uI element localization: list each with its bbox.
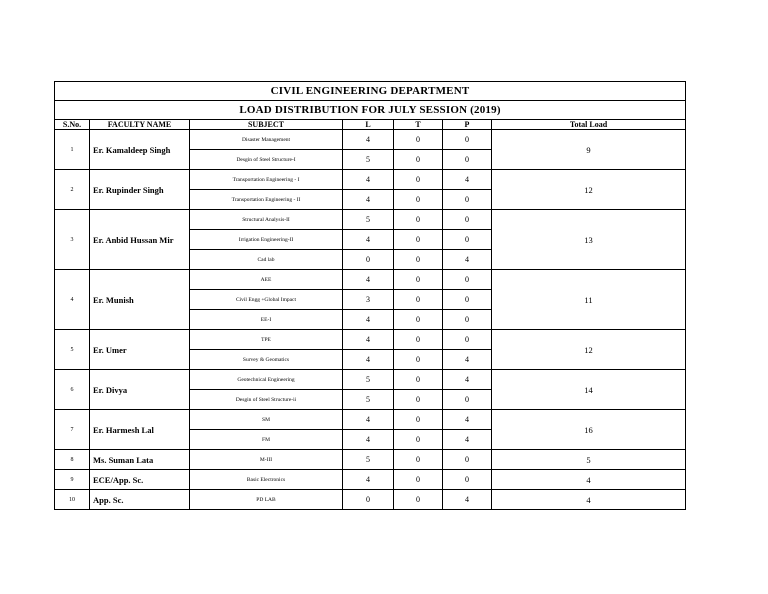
subject-cell: TPE: [190, 330, 343, 350]
lecture-hours-cell: 4: [343, 170, 394, 190]
lecture-hours-cell: 4: [343, 270, 394, 290]
faculty-name-cell: Er. Umer: [90, 330, 190, 370]
practical-hours-cell: 0: [443, 270, 492, 290]
practical-hours-cell: 0: [443, 330, 492, 350]
tutorial-hours-cell: 0: [394, 390, 443, 410]
tutorial-hours-cell: 0: [394, 490, 443, 510]
lecture-hours-cell: 4: [343, 130, 394, 150]
tutorial-hours-cell: 0: [394, 470, 443, 490]
serial-number-cell: 4: [55, 270, 90, 330]
total-load-cell: 4: [492, 490, 686, 510]
serial-number-cell: 2: [55, 170, 90, 210]
practical-hours-cell: 0: [443, 190, 492, 210]
header-p: P: [443, 120, 492, 130]
tutorial-hours-cell: 0: [394, 170, 443, 190]
subject-cell: Basic Electronics: [190, 470, 343, 490]
tutorial-hours-cell: 0: [394, 270, 443, 290]
lecture-hours-cell: 0: [343, 490, 394, 510]
tutorial-hours-cell: 0: [394, 130, 443, 150]
faculty-name-cell: Er. Harmesh Lal: [90, 410, 190, 450]
total-load-cell: 14: [492, 370, 686, 410]
faculty-name-cell: Er. Rupinder Singh: [90, 170, 190, 210]
table-row: [55, 210, 686, 230]
table-row: [55, 370, 686, 390]
total-load-cell: 11: [492, 270, 686, 330]
lecture-hours-cell: 5: [343, 370, 394, 390]
tutorial-hours-cell: 0: [394, 150, 443, 170]
lecture-hours-cell: 4: [343, 190, 394, 210]
lecture-hours-cell: 4: [343, 410, 394, 430]
tutorial-hours-cell: 0: [394, 230, 443, 250]
header-subject: SUBJECT: [190, 120, 343, 130]
faculty-name-cell: Ms. Suman Lata: [90, 450, 190, 470]
table-row: [55, 330, 686, 350]
tutorial-hours-cell: 0: [394, 350, 443, 370]
tutorial-hours-cell: 0: [394, 430, 443, 450]
lecture-hours-cell: 4: [343, 330, 394, 350]
total-load-cell: 5: [492, 450, 686, 470]
serial-number-cell: 10: [55, 490, 90, 510]
table-row: [55, 130, 686, 150]
practical-hours-cell: 0: [443, 390, 492, 410]
total-load-cell: 4: [492, 470, 686, 490]
serial-number-cell: 3: [55, 210, 90, 270]
faculty-name-cell: ECE/App. Sc.: [90, 470, 190, 490]
lecture-hours-cell: 3: [343, 290, 394, 310]
tutorial-hours-cell: 0: [394, 450, 443, 470]
subject-cell: Desgin of Steel Structure-I: [190, 150, 343, 170]
header-row: [55, 120, 686, 130]
tutorial-hours-cell: 0: [394, 290, 443, 310]
serial-number-cell: 9: [55, 470, 90, 490]
practical-hours-cell: 4: [443, 350, 492, 370]
lecture-hours-cell: 4: [343, 310, 394, 330]
total-load-cell: 13: [492, 210, 686, 270]
load-distribution-table: [54, 81, 686, 510]
practical-hours-cell: 0: [443, 470, 492, 490]
subject-cell: Transportation Engineering - I: [190, 170, 343, 190]
subject-cell: Geotechnical Engineering: [190, 370, 343, 390]
total-load-cell: 9: [492, 130, 686, 170]
serial-number-cell: 7: [55, 410, 90, 450]
department-title: CIVIL ENGINEERING DEPARTMENT: [55, 82, 686, 101]
subject-cell: AEE: [190, 270, 343, 290]
total-load-cell: 12: [492, 170, 686, 210]
subject-cell: EE-I: [190, 310, 343, 330]
subject-cell: Cad lab: [190, 250, 343, 270]
practical-hours-cell: 0: [443, 150, 492, 170]
serial-number-cell: 1: [55, 130, 90, 170]
practical-hours-cell: 0: [443, 310, 492, 330]
practical-hours-cell: 0: [443, 450, 492, 470]
practical-hours-cell: 0: [443, 210, 492, 230]
tutorial-hours-cell: 0: [394, 310, 443, 330]
header-t: T: [394, 120, 443, 130]
subject-cell: Irrigation Engineering-II: [190, 230, 343, 250]
load-distribution-title: LOAD DISTRIBUTION FOR JULY SESSION (2019): [55, 101, 686, 120]
subject-cell: SM: [190, 410, 343, 430]
tutorial-hours-cell: 0: [394, 330, 443, 350]
subject-cell: Transportation Engineering - II: [190, 190, 343, 210]
lecture-hours-cell: 5: [343, 150, 394, 170]
lecture-hours-cell: 4: [343, 350, 394, 370]
tutorial-hours-cell: 0: [394, 210, 443, 230]
table-row: [55, 490, 686, 510]
subject-cell: PD LAB: [190, 490, 343, 510]
faculty-name-cell: Er. Munish: [90, 270, 190, 330]
subject-cell: Survey & Geomatics: [190, 350, 343, 370]
subject-cell: Desgin of Steel Structure-ii: [190, 390, 343, 410]
lecture-hours-cell: 5: [343, 210, 394, 230]
practical-hours-cell: 4: [443, 430, 492, 450]
header-l: L: [343, 120, 394, 130]
lecture-hours-cell: 5: [343, 450, 394, 470]
practical-hours-cell: 0: [443, 130, 492, 150]
tutorial-hours-cell: 0: [394, 250, 443, 270]
faculty-name-cell: Er. Divya: [90, 370, 190, 410]
tutorial-hours-cell: 0: [394, 410, 443, 430]
lecture-hours-cell: 4: [343, 470, 394, 490]
practical-hours-cell: 4: [443, 370, 492, 390]
lecture-hours-cell: 0: [343, 250, 394, 270]
lecture-hours-cell: 4: [343, 430, 394, 450]
practical-hours-cell: 4: [443, 410, 492, 430]
table-row: [55, 470, 686, 490]
serial-number-cell: 6: [55, 370, 90, 410]
practical-hours-cell: 4: [443, 170, 492, 190]
subject-cell: Civil Engg +Global Impact: [190, 290, 343, 310]
practical-hours-cell: 4: [443, 250, 492, 270]
table-row: [55, 410, 686, 430]
practical-hours-cell: 0: [443, 230, 492, 250]
subject-cell: M-III: [190, 450, 343, 470]
serial-number-cell: 5: [55, 330, 90, 370]
subject-cell: Structural Analysis-II: [190, 210, 343, 230]
tutorial-hours-cell: 0: [394, 370, 443, 390]
faculty-name-cell: Er. Kamaldeep Singh: [90, 130, 190, 170]
lecture-hours-cell: 5: [343, 390, 394, 410]
lecture-hours-cell: 4: [343, 230, 394, 250]
table-row: [55, 270, 686, 290]
total-load-cell: 12: [492, 330, 686, 370]
header-total-load: Total Load: [492, 120, 686, 130]
header-faculty-name: FACULTY NAME: [90, 120, 190, 130]
subject-cell: Disaster Management: [190, 130, 343, 150]
table-row: [55, 170, 686, 190]
practical-hours-cell: 0: [443, 290, 492, 310]
faculty-name-cell: App. Sc.: [90, 490, 190, 510]
tutorial-hours-cell: 0: [394, 190, 443, 210]
practical-hours-cell: 4: [443, 490, 492, 510]
subject-cell: FM: [190, 430, 343, 450]
header-sno: S.No.: [55, 120, 90, 130]
total-load-cell: 16: [492, 410, 686, 450]
faculty-name-cell: Er. Anbid Hussan Mir: [90, 210, 190, 270]
table-row: [55, 450, 686, 470]
serial-number-cell: 8: [55, 450, 90, 470]
